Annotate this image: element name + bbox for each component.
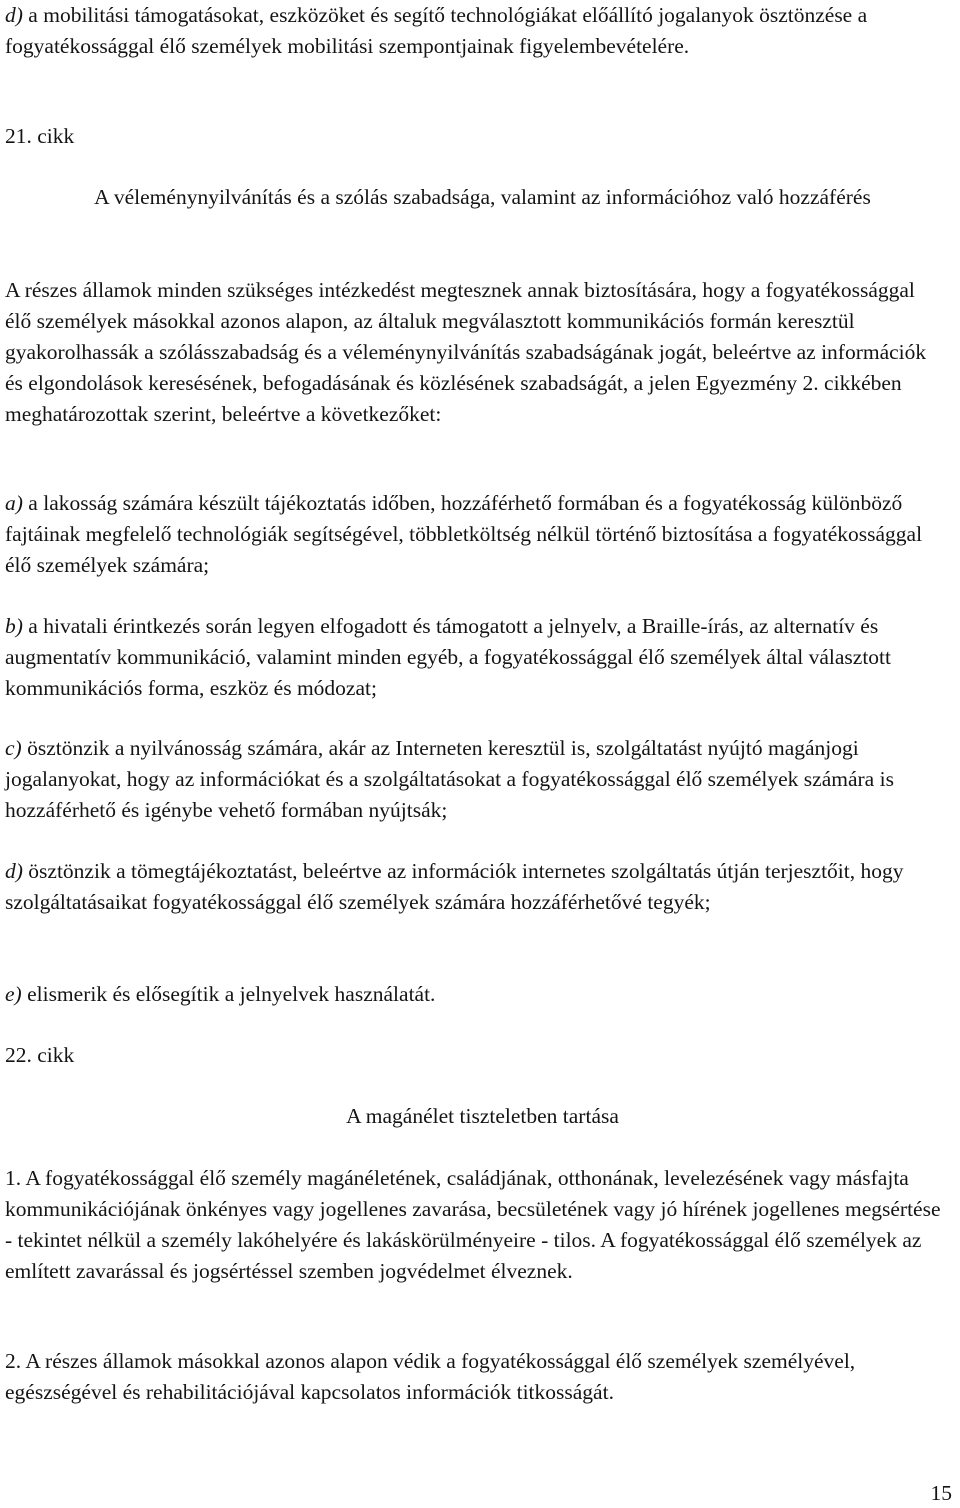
article-21-number: 21. cikk — [5, 124, 75, 148]
article-21-intro: A részes államok minden szükséges intézkedést megtesznek annak biztosítására, hogy a fogyatékossággal élő személyek másokkal azonos alapon, az általuk megválasztott kommunikációs formán keresztül gyakorolhassák a szólásszabadság és a véleménynyilvánítás szabadságának jogát, beleértve az információk és elgondolások keresésének, befogadásának és közlésének szabadságát, a jelen Egyezmény 2. cikkében meghatározottak szerint, beleértve a következőket: — [5, 278, 927, 426]
item-text: a lakosság számára készült tájékoztatás időben, hozzáférhető formában és a fogyatékosság különböző fajtáinak megfelelő technológiák segítségével, többletköltség nélkül történő biztosítása a fogyatékossággal élő személyek számára; — [5, 491, 923, 577]
article-22-paragraph-2: 2. A részes államok másokkal azonos alapon védik a fogyatékossággal élő személyek személyével, egészségével és rehabilitációjával kapcsolatos információk titkosságát. — [5, 1349, 856, 1404]
item-text: a hivatali érintkezés során legyen elfogadott és támogatott a jelnyelv, a Braille-írás, az alternatív és augmentatív kommunikáció, valamint minden egyéb, a fogyatékossággal élő személyek által választott kommunikációs forma, eszköz és módozat; — [5, 614, 892, 700]
item-label: e) — [5, 982, 22, 1006]
item-label: d) — [5, 3, 23, 27]
paragraph-a — [5, 488, 945, 581]
page-number: 15 — [930, 1481, 952, 1505]
item-label: a) — [5, 491, 23, 515]
item-label: d) — [5, 859, 23, 883]
paragraph-e — [5, 979, 945, 1010]
article-22-number: 22. cikk — [5, 1043, 75, 1067]
item-label: b) — [5, 614, 23, 638]
paragraph-d-mobility — [5, 0, 945, 62]
article-21-title: A véleménynyilvánítás és a szólás szabadsága, valamint az információhoz való hozzáférés — [94, 185, 871, 209]
paragraph-b — [5, 611, 955, 704]
item-text: a mobilitási támogatásokat, eszközöket és segítő technológiákat előállító jogalanyok ösztönzése a fogyatékossággal élő személyek mobilitási szempontjainak figyelembevételére. — [5, 3, 868, 58]
item-text: elismerik és elősegítik a jelnyelvek használatát. — [21, 982, 436, 1006]
article-22-title: A magánélet tiszteletben tartása — [346, 1104, 619, 1128]
item-text: ösztönzik a nyilvánosság számára, akár az Interneten keresztül is, szolgáltatást nyújtó magánjogi jogalanyokat, hogy az információkat és a szolgáltatásokat a fogyatékossággal élő személyek számára is hozzáférhető és igénybe vehető formában nyújtsák; — [5, 736, 894, 822]
paragraph-c — [5, 733, 950, 826]
paragraph-d — [5, 856, 945, 918]
article-22-paragraph-1: 1. A fogyatékossággal élő személy magánéletének, családjának, otthonának, levelezésének vagy másfajta kommunikációjának önkényes vagy jogellenes zavarása, becsületének vagy jó hírének jogellenes megsértése - tekintet nélkül a személy lakóhelyére és lakáskörülményeire - tilos. A fogyatékossággal élő személyek az említett zavarással és jogsértéssel szemben jogvédelmet élveznek. — [5, 1166, 941, 1283]
item-text: ösztönzik a tömegtájékoztatást, beleértve az információk internetes szolgáltatás útján terjesztőit, hogy szolgáltatásaikat fogyatékossággal élő személyek számára hozzáférhetővé tegyék; — [5, 859, 904, 914]
item-label: c) — [5, 736, 22, 760]
